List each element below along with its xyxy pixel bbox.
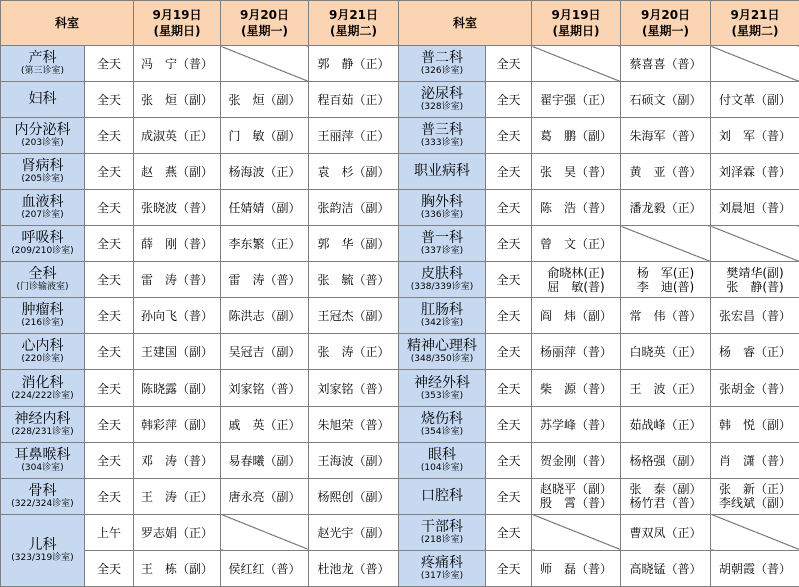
time-cell: 全天 — [85, 370, 134, 406]
table-row — [1, 370, 799, 406]
doctor-cell: 冯 宁（普） — [134, 46, 221, 82]
doctor-cell: 郭 华（副） — [309, 226, 399, 262]
empty-cell — [621, 226, 711, 262]
doctor-cell: 王 涛（正） — [134, 478, 221, 514]
doctor-cell: 张 涛（正） — [309, 334, 399, 370]
dept-cell: 干部科 (218诊室) — [399, 514, 486, 550]
doctor-cell: 郭 静（正） — [309, 46, 399, 82]
doctor-cell: 朱旭荣（普） — [309, 406, 399, 442]
time-cell: 全天 — [486, 82, 532, 118]
doctor-cell: 杨丽萍（普） — [532, 334, 621, 370]
dept-cell: 烧伤科 (354诊室) — [399, 406, 486, 442]
dept-cell: 普一科 (337诊室) — [399, 226, 486, 262]
doctor-cell: 程百茹（正） — [309, 82, 399, 118]
dept-cell: 职业病科 — [399, 154, 486, 190]
doctor-cell: 陈晓露（副） — [134, 370, 221, 406]
header-dept-left: 科室 — [1, 1, 134, 46]
dept-cell: 肿瘤科 (216诊室) — [1, 298, 85, 334]
dept-cell: 普三科 (333诊室) — [399, 118, 486, 154]
header-row — [1, 1, 799, 46]
doctor-cell: 张胡金（普） — [711, 370, 799, 406]
doctor-cell: 刘晨旭（普） — [711, 190, 799, 226]
dept-cell: 疼痛科 (317诊室) — [399, 550, 486, 586]
time-cell: 全天 — [85, 478, 134, 514]
doctor-cell: 王 栋（副） — [134, 550, 221, 586]
doctor-cell: 葛 鹏（副） — [532, 118, 621, 154]
dept-cell: 普二科 (326诊室) — [399, 46, 486, 82]
time-cell: 上午 — [85, 514, 134, 550]
doctor-cell: 雷 涛（普） — [134, 262, 221, 298]
doctor-cell: 俞晓林(正) 屈 敏(普) — [532, 262, 621, 298]
doctor-cell: 黄 亚（普） — [621, 154, 711, 190]
doctor-cell: 杨 军(正) 李 迪(普) — [621, 262, 711, 298]
header-day3-left: 9月21日 (星期二) — [309, 1, 399, 46]
time-cell: 全天 — [85, 82, 134, 118]
doctor-cell: 蔡喜喜（普） — [621, 46, 711, 82]
time-cell: 全天 — [85, 550, 134, 586]
doctor-cell: 唐永亮（副） — [221, 478, 309, 514]
dept-cell: 皮肤科 (338/339诊室) — [399, 262, 486, 298]
time-cell: 全天 — [486, 406, 532, 442]
doctor-cell: 杨熙创（副） — [309, 478, 399, 514]
doctor-cell: 王建国（副） — [134, 334, 221, 370]
table-row — [1, 46, 799, 82]
dept-cell: 精神心理科 (348/350诊室) — [399, 334, 486, 370]
doctor-cell: 张 毓（普） — [309, 262, 399, 298]
table-row — [1, 154, 799, 190]
dept-cell: 产科 (第三诊室) — [1, 46, 85, 82]
doctor-cell: 胡朝霞（普） — [711, 550, 799, 586]
doctor-cell: 张晓波（普） — [134, 190, 221, 226]
empty-cell — [221, 46, 309, 82]
doctor-cell: 雷 涛（普） — [221, 262, 309, 298]
doctor-cell: 赵晓平（副） 殷 霄（普） — [532, 478, 621, 514]
time-cell: 全天 — [85, 190, 134, 226]
empty-cell — [532, 514, 621, 550]
doctor-cell: 潘龙毅（正） — [621, 190, 711, 226]
doctor-cell: 刘家铭（普） — [309, 370, 399, 406]
doctor-cell: 侯红红（普） — [221, 550, 309, 586]
doctor-cell: 孙向飞（普） — [134, 298, 221, 334]
doctor-cell: 张宏昌（普） — [711, 298, 799, 334]
doctor-cell: 柴 源（普） — [532, 370, 621, 406]
doctor-cell: 阎 炜（副） — [532, 298, 621, 334]
table-row — [1, 442, 799, 478]
time-cell: 全天 — [486, 262, 532, 298]
dept-cell: 肛肠科 (342诊室) — [399, 298, 486, 334]
table-row — [1, 262, 799, 298]
table-row — [1, 478, 799, 514]
doctor-cell: 韩彩萍（副） — [134, 406, 221, 442]
doctor-cell: 张 新（正） 李线斌（副） — [711, 478, 799, 514]
dept-cell: 胸外科 (336诊室) — [399, 190, 486, 226]
time-cell: 全天 — [85, 442, 134, 478]
doctor-cell: 袁 杉（副） — [309, 154, 399, 190]
dept-cell: 呼吸科 (209/210诊室) — [1, 226, 85, 262]
doctor-cell: 邓 涛（普） — [134, 442, 221, 478]
doctor-cell: 门 敏（副） — [221, 118, 309, 154]
doctor-cell: 常 伟（普） — [621, 298, 711, 334]
doctor-cell: 杜池龙（普） — [309, 550, 399, 586]
table-row — [1, 514, 799, 550]
doctor-cell: 王海波（副） — [309, 442, 399, 478]
doctor-cell: 李东繁（正） — [221, 226, 309, 262]
doctor-cell: 曾 文（正） — [532, 226, 621, 262]
doctor-cell: 茹战峰（正） — [621, 406, 711, 442]
time-cell: 全天 — [85, 334, 134, 370]
dept-cell: 心内科 (220诊室) — [1, 334, 85, 370]
doctor-cell: 师 磊（普） — [532, 550, 621, 586]
dept-cell: 全科 (门诊输液室) — [1, 262, 85, 298]
dept-cell: 眼科 (104诊室) — [399, 442, 486, 478]
doctor-cell: 易春曦（副） — [221, 442, 309, 478]
time-cell: 全天 — [486, 298, 532, 334]
doctor-cell: 杨海波（正） — [221, 154, 309, 190]
doctor-cell: 刘泽霖（普） — [711, 154, 799, 190]
header-day3-right: 9月21日 (星期二) — [711, 1, 799, 46]
dept-cell: 耳鼻喉科 (304诊室) — [1, 442, 85, 478]
empty-cell — [711, 226, 799, 262]
dept-cell: 神经内科 (228/231诊室) — [1, 406, 85, 442]
time-cell: 全天 — [486, 190, 532, 226]
empty-cell — [711, 514, 799, 550]
time-cell: 全天 — [85, 118, 134, 154]
header-day1-right: 9月19日 (星期日) — [532, 1, 621, 46]
doctor-cell: 成淑英（正） — [134, 118, 221, 154]
doctor-cell: 戚 英（正） — [221, 406, 309, 442]
time-cell: 全天 — [486, 442, 532, 478]
doctor-cell: 刘家铭（普） — [221, 370, 309, 406]
dept-cell: 消化科 (224/222诊室) — [1, 370, 85, 406]
header-day1-left: 9月19日 (星期日) — [134, 1, 221, 46]
doctor-cell: 曹双凤（正） — [621, 514, 711, 550]
empty-cell — [221, 514, 309, 550]
table-row — [1, 406, 799, 442]
header-dept-right: 科室 — [399, 1, 532, 46]
doctor-cell: 杨 睿（正） — [711, 334, 799, 370]
time-cell: 全天 — [486, 370, 532, 406]
empty-cell — [532, 46, 621, 82]
dept-cell: 血液科 (207诊室) — [1, 190, 85, 226]
doctor-cell: 高晓锰（普） — [621, 550, 711, 586]
table-row — [1, 190, 799, 226]
doctor-cell: 杨格强（副） — [621, 442, 711, 478]
time-cell: 全天 — [85, 262, 134, 298]
doctor-cell: 赵光宇（副） — [309, 514, 399, 550]
time-cell: 全天 — [486, 154, 532, 190]
doctor-cell: 陈洪志（副） — [221, 298, 309, 334]
time-cell: 全天 — [85, 154, 134, 190]
time-cell: 全天 — [486, 478, 532, 514]
dept-cell: 内分泌科 (203诊室) — [1, 118, 85, 154]
time-cell: 全天 — [486, 118, 532, 154]
doctor-cell: 翟宇强（正） — [532, 82, 621, 118]
doctor-cell: 白晓英（正） — [621, 334, 711, 370]
time-cell: 全天 — [486, 550, 532, 586]
doctor-cell: 王 波（正） — [621, 370, 711, 406]
doctor-cell: 苏学峰（普） — [532, 406, 621, 442]
doctor-cell: 肖 潇（普） — [711, 442, 799, 478]
doctor-cell: 赵 燕（副） — [134, 154, 221, 190]
header-day2-right: 9月20日 (星期一) — [621, 1, 711, 46]
dept-cell: 口腔科 — [399, 478, 486, 514]
header-day2-left: 9月20日 (星期一) — [221, 1, 309, 46]
time-cell: 全天 — [85, 406, 134, 442]
table-row — [1, 334, 799, 370]
doctor-cell: 张 烜（副） — [221, 82, 309, 118]
doctor-cell: 罗志娟（正） — [134, 514, 221, 550]
doctor-cell: 贺金刚（普） — [532, 442, 621, 478]
table-row — [1, 298, 799, 334]
time-cell: 全天 — [486, 46, 532, 82]
dept-cell: 骨科 (322/324诊室) — [1, 478, 85, 514]
table-row — [1, 82, 799, 118]
dept-cell: 妇科 — [1, 82, 85, 118]
doctor-cell: 付文革（副） — [711, 82, 799, 118]
time-cell: 全天 — [85, 46, 134, 82]
doctor-cell: 任婧婧（副） — [221, 190, 309, 226]
doctor-cell: 张 泰（副） 杨竹君（普） — [621, 478, 711, 514]
table-row — [1, 118, 799, 154]
time-cell: 全天 — [486, 226, 532, 262]
dept-cell: 神经外科 (353诊室) — [399, 370, 486, 406]
dept-cell: 儿科 (323/319诊室) — [1, 514, 85, 586]
empty-cell — [711, 46, 799, 82]
doctor-cell: 韩 悦（副） — [711, 406, 799, 442]
doctor-cell: 张韵洁（副） — [309, 190, 399, 226]
doctor-cell: 陈 浩（普） — [532, 190, 621, 226]
time-cell: 全天 — [85, 226, 134, 262]
doctor-cell: 吴冠吉（副） — [221, 334, 309, 370]
doctor-cell: 樊靖华(副) 张 静(普) — [711, 262, 799, 298]
time-cell: 全天 — [486, 334, 532, 370]
time-cell: 全天 — [85, 298, 134, 334]
doctor-cell: 张 烜（副） — [134, 82, 221, 118]
time-cell: 全天 — [486, 514, 532, 550]
table-row — [1, 226, 799, 262]
doctor-cell: 王冠杰（副） — [309, 298, 399, 334]
doctor-cell: 石硕文（副） — [621, 82, 711, 118]
dept-cell: 泌尿科 (328诊室) — [399, 82, 486, 118]
doctor-cell: 薛 刚（普） — [134, 226, 221, 262]
table-row — [1, 550, 799, 586]
doctor-cell: 张 昊（普） — [532, 154, 621, 190]
dept-cell: 肾病科 (205诊室) — [1, 154, 85, 190]
doctor-cell: 朱海军（普） — [621, 118, 711, 154]
doctor-cell: 刘 军（普） — [711, 118, 799, 154]
doctor-cell: 王丽萍（正） — [309, 118, 399, 154]
